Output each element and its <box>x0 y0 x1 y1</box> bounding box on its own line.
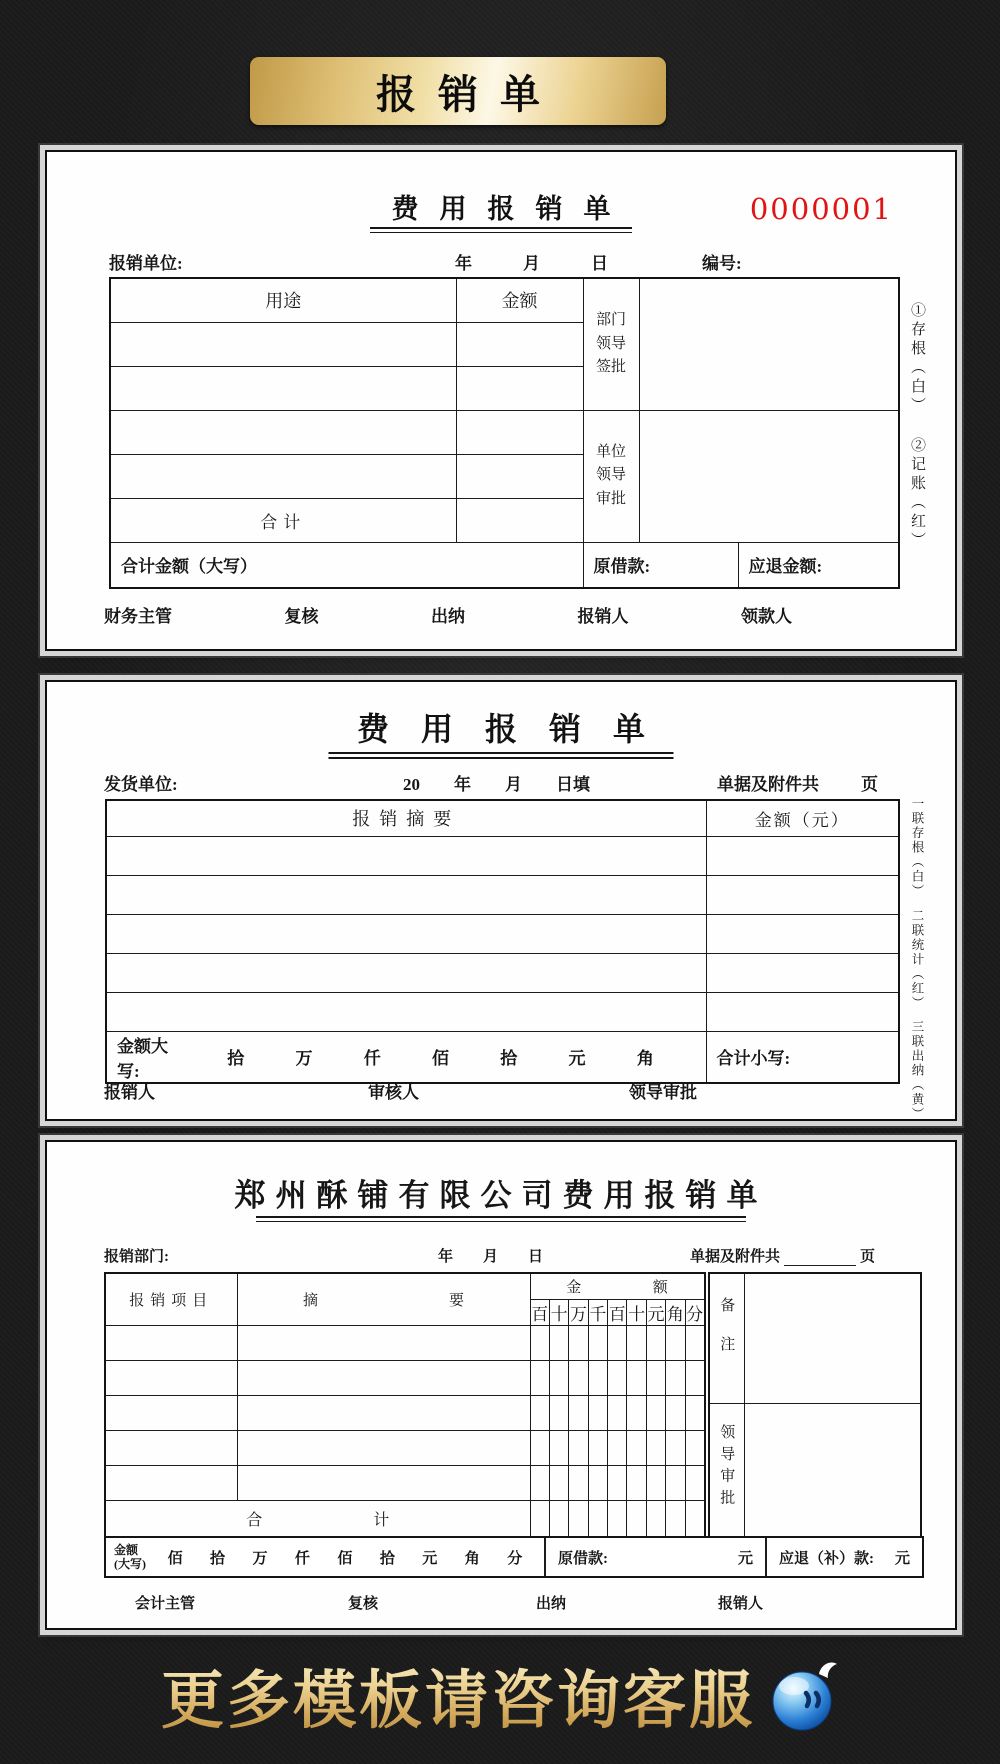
form1-col-amount: 金额 <box>456 278 583 322</box>
form3-signer-cashier: 出纳 <box>536 1596 567 1612</box>
blank-cell <box>569 1465 588 1500</box>
blank-cell <box>549 1500 568 1537</box>
blank-cell <box>530 1395 549 1430</box>
form1-signer-cashier: 出纳 <box>431 607 465 626</box>
form2-pages-label: 单据及附件共 <box>717 775 819 794</box>
blank-cell <box>549 1325 568 1360</box>
blank-cell <box>110 410 456 454</box>
form2-signer-auditor: 审核人 <box>368 1083 419 1102</box>
form3-amount-char: 金 <box>566 1279 582 1296</box>
blank-cell <box>627 1360 646 1395</box>
caps-digit: 仟 <box>294 1550 310 1567</box>
blank-cell <box>569 1430 588 1465</box>
digit-col-header: 元 <box>646 1299 665 1325</box>
blank-cell <box>530 1360 549 1395</box>
form1-title: 费用报销单 <box>391 194 632 224</box>
form3-dept-label: 报销部门: <box>104 1249 169 1265</box>
form2-stub-copy1-label: 一联存根（白） <box>910 797 924 899</box>
chat-mascot-icon <box>769 1660 839 1732</box>
form1-table <box>109 277 900 589</box>
bottom-cta-text: 更多模板请咨询客服 <box>161 1650 755 1741</box>
form3-caps-label <box>114 1543 154 1572</box>
form1-signers-row <box>104 602 792 627</box>
form1-refund-label: 应退金额: <box>738 542 899 588</box>
blank-cell <box>549 1430 568 1465</box>
form1-panel <box>45 150 957 651</box>
form3-title: 郑州酥铺有限公司费用报销单 <box>234 1178 768 1213</box>
blank-cell <box>456 454 583 498</box>
form1-signer-reviewer: 复核 <box>284 607 319 626</box>
digit-col-header: 角 <box>666 1299 685 1325</box>
form3-signer-accounting-chief: 会计主管 <box>135 1596 196 1612</box>
form3-col-item: 报销项目 <box>105 1273 237 1325</box>
form2-total-small-label: 合计小写: <box>706 1031 899 1083</box>
blank-cell <box>685 1360 704 1395</box>
form1-total-caps-label: 合计金额（大写） <box>110 542 583 588</box>
blank-cell <box>646 1325 665 1360</box>
digit-col-header: 万 <box>569 1299 588 1325</box>
caps-digit: 拾 <box>379 1550 395 1567</box>
form3-leader-text: 领导审批 <box>718 1423 735 1511</box>
form1-unit-sign-label <box>583 410 639 542</box>
caps-digit: 万 <box>295 1049 313 1068</box>
blank-cell <box>456 366 583 410</box>
blank-cell <box>588 1465 607 1500</box>
form3-summary-char: 摘 <box>302 1292 318 1309</box>
form3-signer-claimant: 报销人 <box>718 1596 764 1612</box>
blank-cell <box>237 1325 530 1360</box>
digit-col-header: 分 <box>685 1299 704 1325</box>
form3-summary-char: 要 <box>448 1292 464 1309</box>
blank-cell <box>627 1465 646 1500</box>
blank-cell <box>105 1360 237 1395</box>
digit-col-header: 千 <box>588 1299 607 1325</box>
form3-remark-label <box>709 1273 744 1403</box>
blank-cell <box>588 1325 607 1360</box>
blank-cell <box>588 1500 607 1537</box>
blank-cell <box>106 875 706 914</box>
caps-digit: 拾 <box>227 1049 245 1068</box>
blank-cell <box>237 1465 530 1500</box>
blank-cell <box>685 1325 704 1360</box>
blank-cell <box>588 1395 607 1430</box>
blank-cell <box>588 1430 607 1465</box>
form3-refund-label: 应退（补）款: <box>779 1550 874 1567</box>
form1-date-line: 年 月 日 <box>455 254 608 273</box>
form1-col-purpose: 用途 <box>110 278 456 322</box>
blank-cell <box>685 1465 704 1500</box>
caps-digit: 佰 <box>337 1550 353 1567</box>
form1-total-label: 合计 <box>110 498 456 542</box>
caps-digit: 元 <box>568 1049 586 1068</box>
form1-serial-number: 0000001 <box>749 192 893 226</box>
blank-cell <box>646 1465 665 1500</box>
blank-cell <box>666 1395 685 1430</box>
form1-unit-sign-text: 单位领导审批 <box>595 444 626 507</box>
form3-col-summary <box>237 1273 530 1325</box>
blank-cell <box>627 1500 646 1537</box>
form3-panel <box>45 1140 957 1630</box>
blank-cell <box>549 1360 568 1395</box>
blank-cell <box>646 1360 665 1395</box>
form3-caps-cell <box>106 1538 544 1576</box>
form2-pages-line <box>717 770 878 795</box>
form3-orig-loan-cell <box>544 1538 765 1576</box>
blank-cell <box>456 410 583 454</box>
blank-cell <box>627 1430 646 1465</box>
blank-cell <box>110 322 456 366</box>
form3-pages-blank-line <box>784 1251 856 1266</box>
form2-col-summary: 报销摘要 <box>106 800 706 836</box>
blank-cell <box>646 1395 665 1430</box>
blank-cell <box>646 1430 665 1465</box>
form2-stub-copy3-label: 三联出纳（黄） <box>910 1020 924 1122</box>
blank-cell <box>666 1360 685 1395</box>
blank-cell <box>706 875 899 914</box>
form1-signer-payee: 领款人 <box>741 607 792 626</box>
blank-cell <box>666 1500 685 1537</box>
digit-col-header: 百 <box>608 1299 627 1325</box>
form2-table <box>105 799 900 1084</box>
blank-cell <box>105 1395 237 1430</box>
blank-cell <box>530 1500 549 1537</box>
blank-cell <box>110 454 456 498</box>
form2-caps-row <box>106 1031 706 1083</box>
form3-remark-text: 备注 <box>718 1296 735 1375</box>
blank-cell <box>237 1360 530 1395</box>
blank-cell <box>608 1325 627 1360</box>
blank-cell <box>237 1430 530 1465</box>
form1-stub-copy2-label: ②记账（红） <box>909 437 925 551</box>
caps-digit: 万 <box>252 1550 268 1567</box>
blank-cell <box>706 914 899 953</box>
blank-cell <box>608 1500 627 1537</box>
form3-side-table <box>708 1272 922 1538</box>
caps-digit: 角 <box>464 1550 480 1567</box>
caps-digit: 佰 <box>167 1550 183 1567</box>
form3-total-char: 计 <box>373 1511 390 1529</box>
caps-digit: 拾 <box>210 1550 226 1567</box>
blank-cell <box>685 1430 704 1465</box>
form1-number-label: 编号: <box>702 254 742 273</box>
caps-digit: 元 <box>422 1550 438 1567</box>
form3-total-row-label <box>105 1500 530 1537</box>
form2-col-amount: 金额（元） <box>706 800 899 836</box>
blank-cell <box>530 1465 549 1500</box>
form2-signer-claimant: 报销人 <box>104 1083 155 1102</box>
blank-cell <box>685 1395 704 1430</box>
blank-cell <box>106 836 706 875</box>
blank-cell <box>549 1395 568 1430</box>
form3-refund-yuan: 元 <box>894 1550 910 1567</box>
form1-signer-claimant: 报销人 <box>577 607 629 626</box>
blank-cell <box>569 1395 588 1430</box>
blank-cell <box>569 1325 588 1360</box>
bottom-cta-banner <box>0 1650 1000 1741</box>
form2-stub-copy2-label: 二联统计（红） <box>910 908 924 1010</box>
blank-cell <box>588 1360 607 1395</box>
blank-cell <box>627 1325 646 1360</box>
form3-pages-unit: 页 <box>860 1249 876 1265</box>
form3-amount-char: 额 <box>652 1279 668 1296</box>
blank-cell <box>456 322 583 366</box>
digit-col-header: 十 <box>627 1299 646 1325</box>
caps-digit: 分 <box>507 1550 523 1567</box>
blank-cell <box>530 1325 549 1360</box>
form2-unit-label: 发货单位: <box>104 775 178 794</box>
form3-remark-area <box>744 1273 921 1403</box>
form3-caps-label-line2: (大写) <box>114 1557 146 1571</box>
blank-cell <box>105 1430 237 1465</box>
form2-signer-leader: 领导审批 <box>629 1083 697 1102</box>
form2-caps-label: 金额大写: <box>117 1036 168 1081</box>
blank-cell <box>237 1395 530 1430</box>
top-title-banner <box>250 57 666 125</box>
blank-cell <box>666 1430 685 1465</box>
form2-pages-unit: 页 <box>861 775 878 794</box>
form3-pages-line <box>690 1245 875 1266</box>
blank-cell <box>106 914 706 953</box>
form2-panel <box>45 680 957 1121</box>
form2-title-underline <box>329 752 674 759</box>
form1-dept-sign-area <box>639 278 899 410</box>
form3-caps-strip <box>104 1536 924 1578</box>
form2-title: 费用报销单 <box>356 711 677 747</box>
blank-cell <box>106 992 706 1031</box>
blank-cell <box>569 1360 588 1395</box>
form1-dept-sign-text: 部门领导签批 <box>595 312 626 375</box>
banner-title: 报销单 <box>376 72 562 117</box>
form2-date-line: 20 年 月 日填 <box>403 775 590 794</box>
blank-cell <box>706 953 899 992</box>
form3-total-char: 合 <box>246 1511 263 1529</box>
form3-leader-label <box>709 1403 744 1537</box>
caps-digit: 拾 <box>500 1049 518 1068</box>
blank-cell <box>608 1360 627 1395</box>
blank-cell <box>530 1430 549 1465</box>
blank-cell <box>646 1500 665 1537</box>
form3-title-underline <box>256 1216 746 1222</box>
blank-cell <box>608 1395 627 1430</box>
blank-cell <box>105 1325 237 1360</box>
form3-amount-group-header <box>530 1273 705 1299</box>
form1-unit-sign-area <box>639 410 899 542</box>
form3-caps-label-line1: 金额 <box>114 1542 139 1557</box>
form3-leader-area <box>744 1403 921 1537</box>
digit-col-header: 百 <box>530 1299 549 1325</box>
caps-digit: 仟 <box>363 1049 381 1068</box>
blank-cell <box>706 836 899 875</box>
form1-title-underline <box>370 227 632 233</box>
caps-digit: 角 <box>636 1049 654 1068</box>
blank-cell <box>106 953 706 992</box>
form3-orig-loan-label: 原借款: <box>558 1550 608 1567</box>
blank-cell <box>706 992 899 1031</box>
blank-cell <box>685 1500 704 1537</box>
form1-unit-label: 报销单位: <box>109 254 183 273</box>
form1-orig-loan-label: 原借款: <box>583 542 738 588</box>
form2-stub-labels <box>908 797 926 1122</box>
form3-refund-cell <box>765 1538 922 1576</box>
digit-col-header: 十 <box>549 1299 568 1325</box>
form3-pages-label: 单据及附件共 <box>690 1249 781 1265</box>
blank-cell <box>666 1325 685 1360</box>
form1-dept-sign-label <box>583 278 639 410</box>
form1-signer-finance-chief: 财务主管 <box>104 607 172 626</box>
form3-signer-reviewer: 复核 <box>348 1596 379 1612</box>
blank-cell <box>627 1395 646 1430</box>
blank-cell <box>569 1500 588 1537</box>
blank-cell <box>666 1465 685 1500</box>
blank-cell <box>105 1465 237 1500</box>
blank-cell <box>608 1465 627 1500</box>
form3-orig-loan-yuan: 元 <box>737 1550 753 1567</box>
blank-cell <box>608 1430 627 1465</box>
blank-cell <box>456 498 583 542</box>
blank-cell <box>110 366 456 410</box>
form3-date-line: 年 月 日 <box>438 1249 544 1265</box>
form1-stub-copy1-label: ①存根（白） <box>909 302 925 416</box>
blank-cell <box>549 1465 568 1500</box>
form3-main-table <box>104 1272 706 1538</box>
caps-digit: 佰 <box>432 1049 450 1068</box>
